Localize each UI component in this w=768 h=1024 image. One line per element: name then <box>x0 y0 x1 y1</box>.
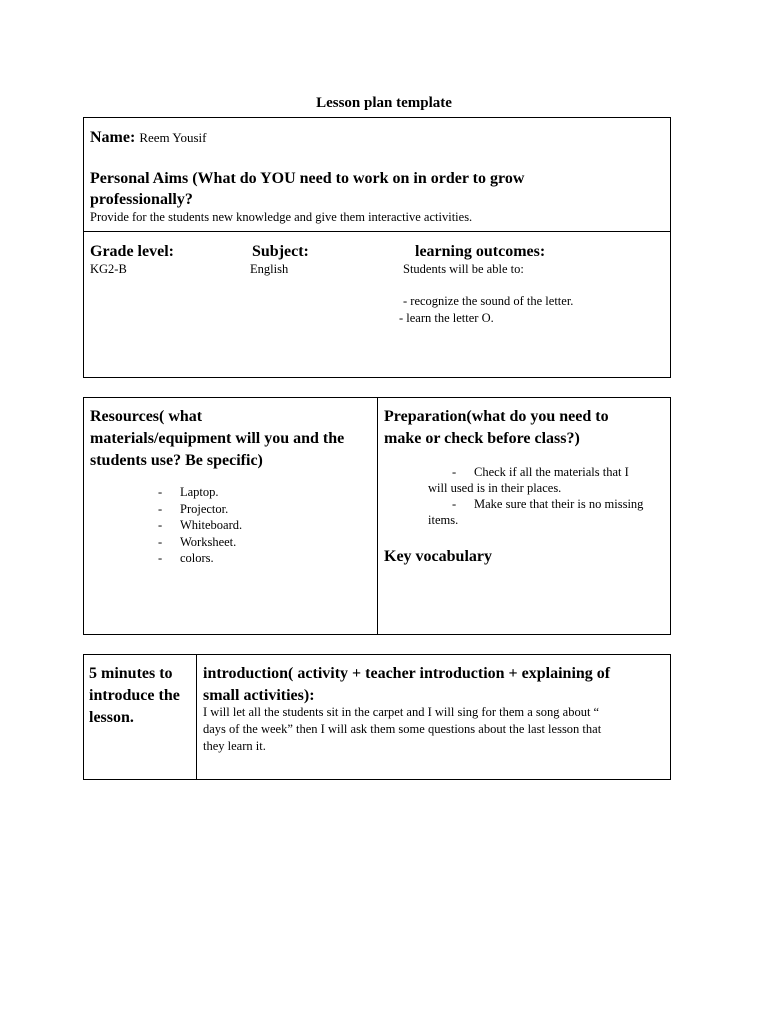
intro-heading-line2: small activities): <box>203 687 315 704</box>
outcome-item: - learn the letter O. <box>399 311 494 325</box>
column-divider <box>377 398 378 634</box>
outcomes-intro: Students will be able to: <box>403 262 524 276</box>
name-row <box>90 127 207 148</box>
resources-list <box>158 484 242 567</box>
list-item: - Laptop. <box>158 485 219 499</box>
aims-heading-line1: Personal Aims (What do YOU need to work on in order to grow <box>90 170 525 187</box>
prep-item: items. <box>428 513 459 527</box>
preparation-heading-line2: make or check before class?) <box>384 430 580 447</box>
page-title: Lesson plan template <box>316 95 452 111</box>
grade-label: Grade level: <box>90 243 174 260</box>
list-item: - Worksheet. <box>158 534 237 549</box>
column-divider <box>196 655 197 779</box>
resources-heading-line3: students use? Be specific) <box>90 452 263 469</box>
subject-value: English <box>250 262 289 276</box>
vocab-heading: Key vocabulary <box>384 548 492 565</box>
grade-value: KG2-B <box>90 262 127 276</box>
intro-heading-line1: introduction( activity + teacher introduction + explaining of <box>203 665 611 682</box>
time-line1: 5 minutes to <box>89 665 173 682</box>
name-aims-box <box>83 117 671 232</box>
list-item: - Projector. <box>158 501 229 516</box>
resources-heading-line2: materials/equipment will you and the <box>90 430 345 447</box>
intro-text-line2: days of the week” then I will ask them some questions about the last lesson that <box>203 722 602 736</box>
intro-text-line3: they learn it. <box>203 739 266 753</box>
prep-item: Check if all the materials that I <box>474 465 629 479</box>
outcomes-label: learning outcomes: <box>415 243 546 260</box>
time-line2: introduce the <box>89 687 180 704</box>
outcome-item: - recognize the sound of the letter. <box>403 294 574 308</box>
aims-heading-line2: professionally? <box>90 191 193 208</box>
resources-heading-line1: Resources( what <box>90 408 203 425</box>
prep-item: will used is in their places. <box>428 481 562 495</box>
prep-item: Make sure that their is no missing <box>474 497 644 511</box>
preparation-heading-line1: Preparation(what do you need to <box>384 408 609 425</box>
subject-label: Subject: <box>252 243 309 260</box>
list-item: - Whiteboard. <box>158 518 243 532</box>
prep-item-dash: - <box>452 465 457 479</box>
aims-text: Provide for the students new knowledge and give them interactive activities. <box>90 210 473 224</box>
resources-preparation-box <box>83 397 671 635</box>
name-value: Reem Yousif <box>139 130 207 145</box>
time-line3: lesson. <box>89 709 134 726</box>
intro-text-line1: I will let all the students sit in the carpet and I will sing for them a song about “ <box>203 705 600 719</box>
prep-item-dash: - <box>452 497 457 511</box>
list-item: - colors. <box>158 551 214 565</box>
grade-subject-box <box>83 231 671 378</box>
name-label: Name: <box>90 129 136 146</box>
introduction-box <box>83 654 671 780</box>
